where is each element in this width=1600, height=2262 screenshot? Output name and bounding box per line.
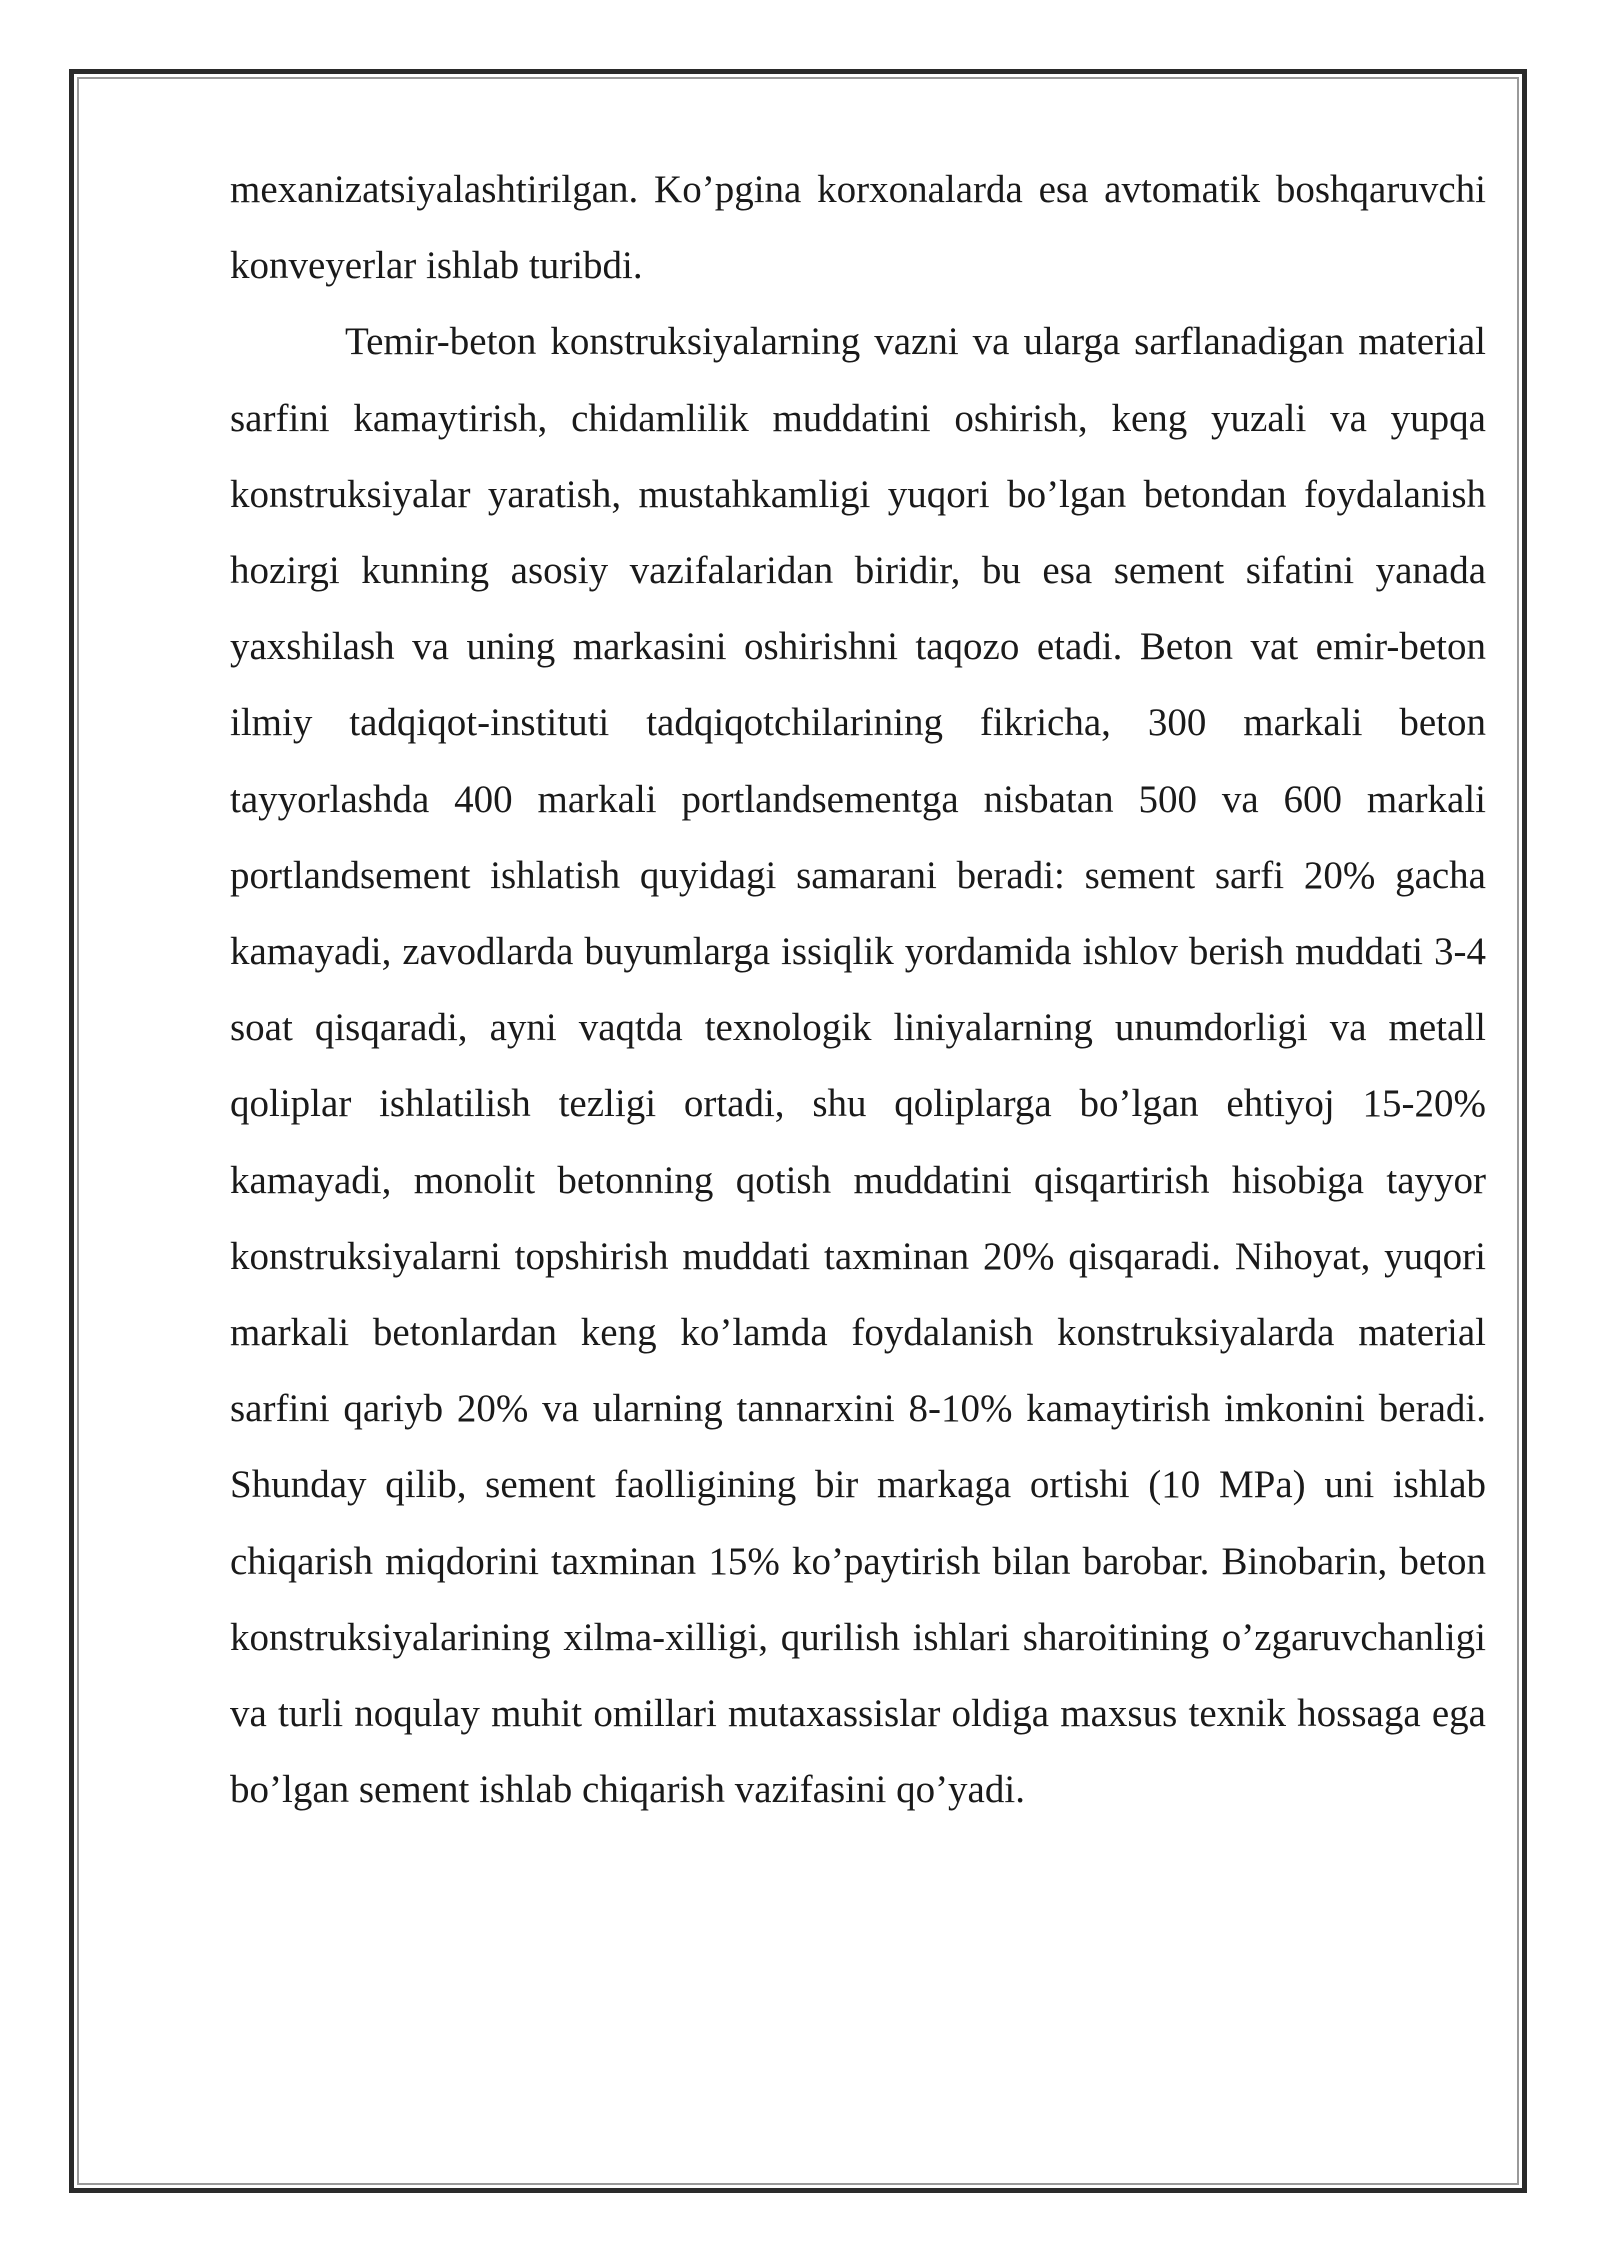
paragraph-cement-quality: Temir-beton konstruksiyalarning vazni va ularga sarflanadigan material sarfini kamaytirish, chidamlilik muddatini oshirish, keng yuzali va yupqa konstruksiyalar yaratish, mustahkamligi yuqori bo’lgan betondan foydalanish hozirgi kunning asosiy vazifalaridan biridir, bu esa sement sifatini yanada yaxshilash va uning markasini oshirishni taqozo etadi. Beton vat emir-beton ilmiy tadqiqot-instituti tadqiqotchilarining fikricha, 300 markali beton tayyorlashda 400 markali portlandsementga nisbatan 500 va 600 markali portlandsement ishlatish quyidagi samarani beradi: sement sarfi 20% gacha kamayadi, zavodlarda buyumlarga issiqlik yordamida ishlov berish muddati 3-4 soat qisqaradi, ayni vaqtda texnologik liniyalarning unumdorligi va metall qoliplar ishlatilish tezligi ortadi, shu qoliplarga bo’lgan ehtiyoj 15-20% kamayadi, monolit betonning qotish muddatini qisqartirish hisobiga tayyor konstruksiyalarni topshirish muddati taxminan 20% qisqaradi. Nihoyat, yuqori markali betonlardan keng ko’lamda foydalanish konstruksiyalarda material sarfini qariyb 20% va ularning tannarxini 8-10% kamaytirish imkonini beradi. Shunday qilib, sement faolligining bir markaga ortishi (10 MPa) uni ishlab chiqarish miqdorini taxminan 15% ko’paytirish bilan barobar. Binobarin, beton konstruksiyalarining xilma-xilligi, qurilish ishlari sharoitining o’zgaruvchanligi va turli noqulay muhit omillari mutaxassislar oldiga maxsus texnik hossaga ega bo’lgan sement ishlab chiqarish vazifasini qo’yadi. — [230, 320, 1486, 1812]
document-body — [230, 152, 1486, 1828]
paragraph-continuation: mexanizatsiyalashtirilgan. Ko’pgina korxonalarda esa avtomatik boshqaruvchi konveyerlar ishlab turibdi. — [230, 168, 1486, 288]
